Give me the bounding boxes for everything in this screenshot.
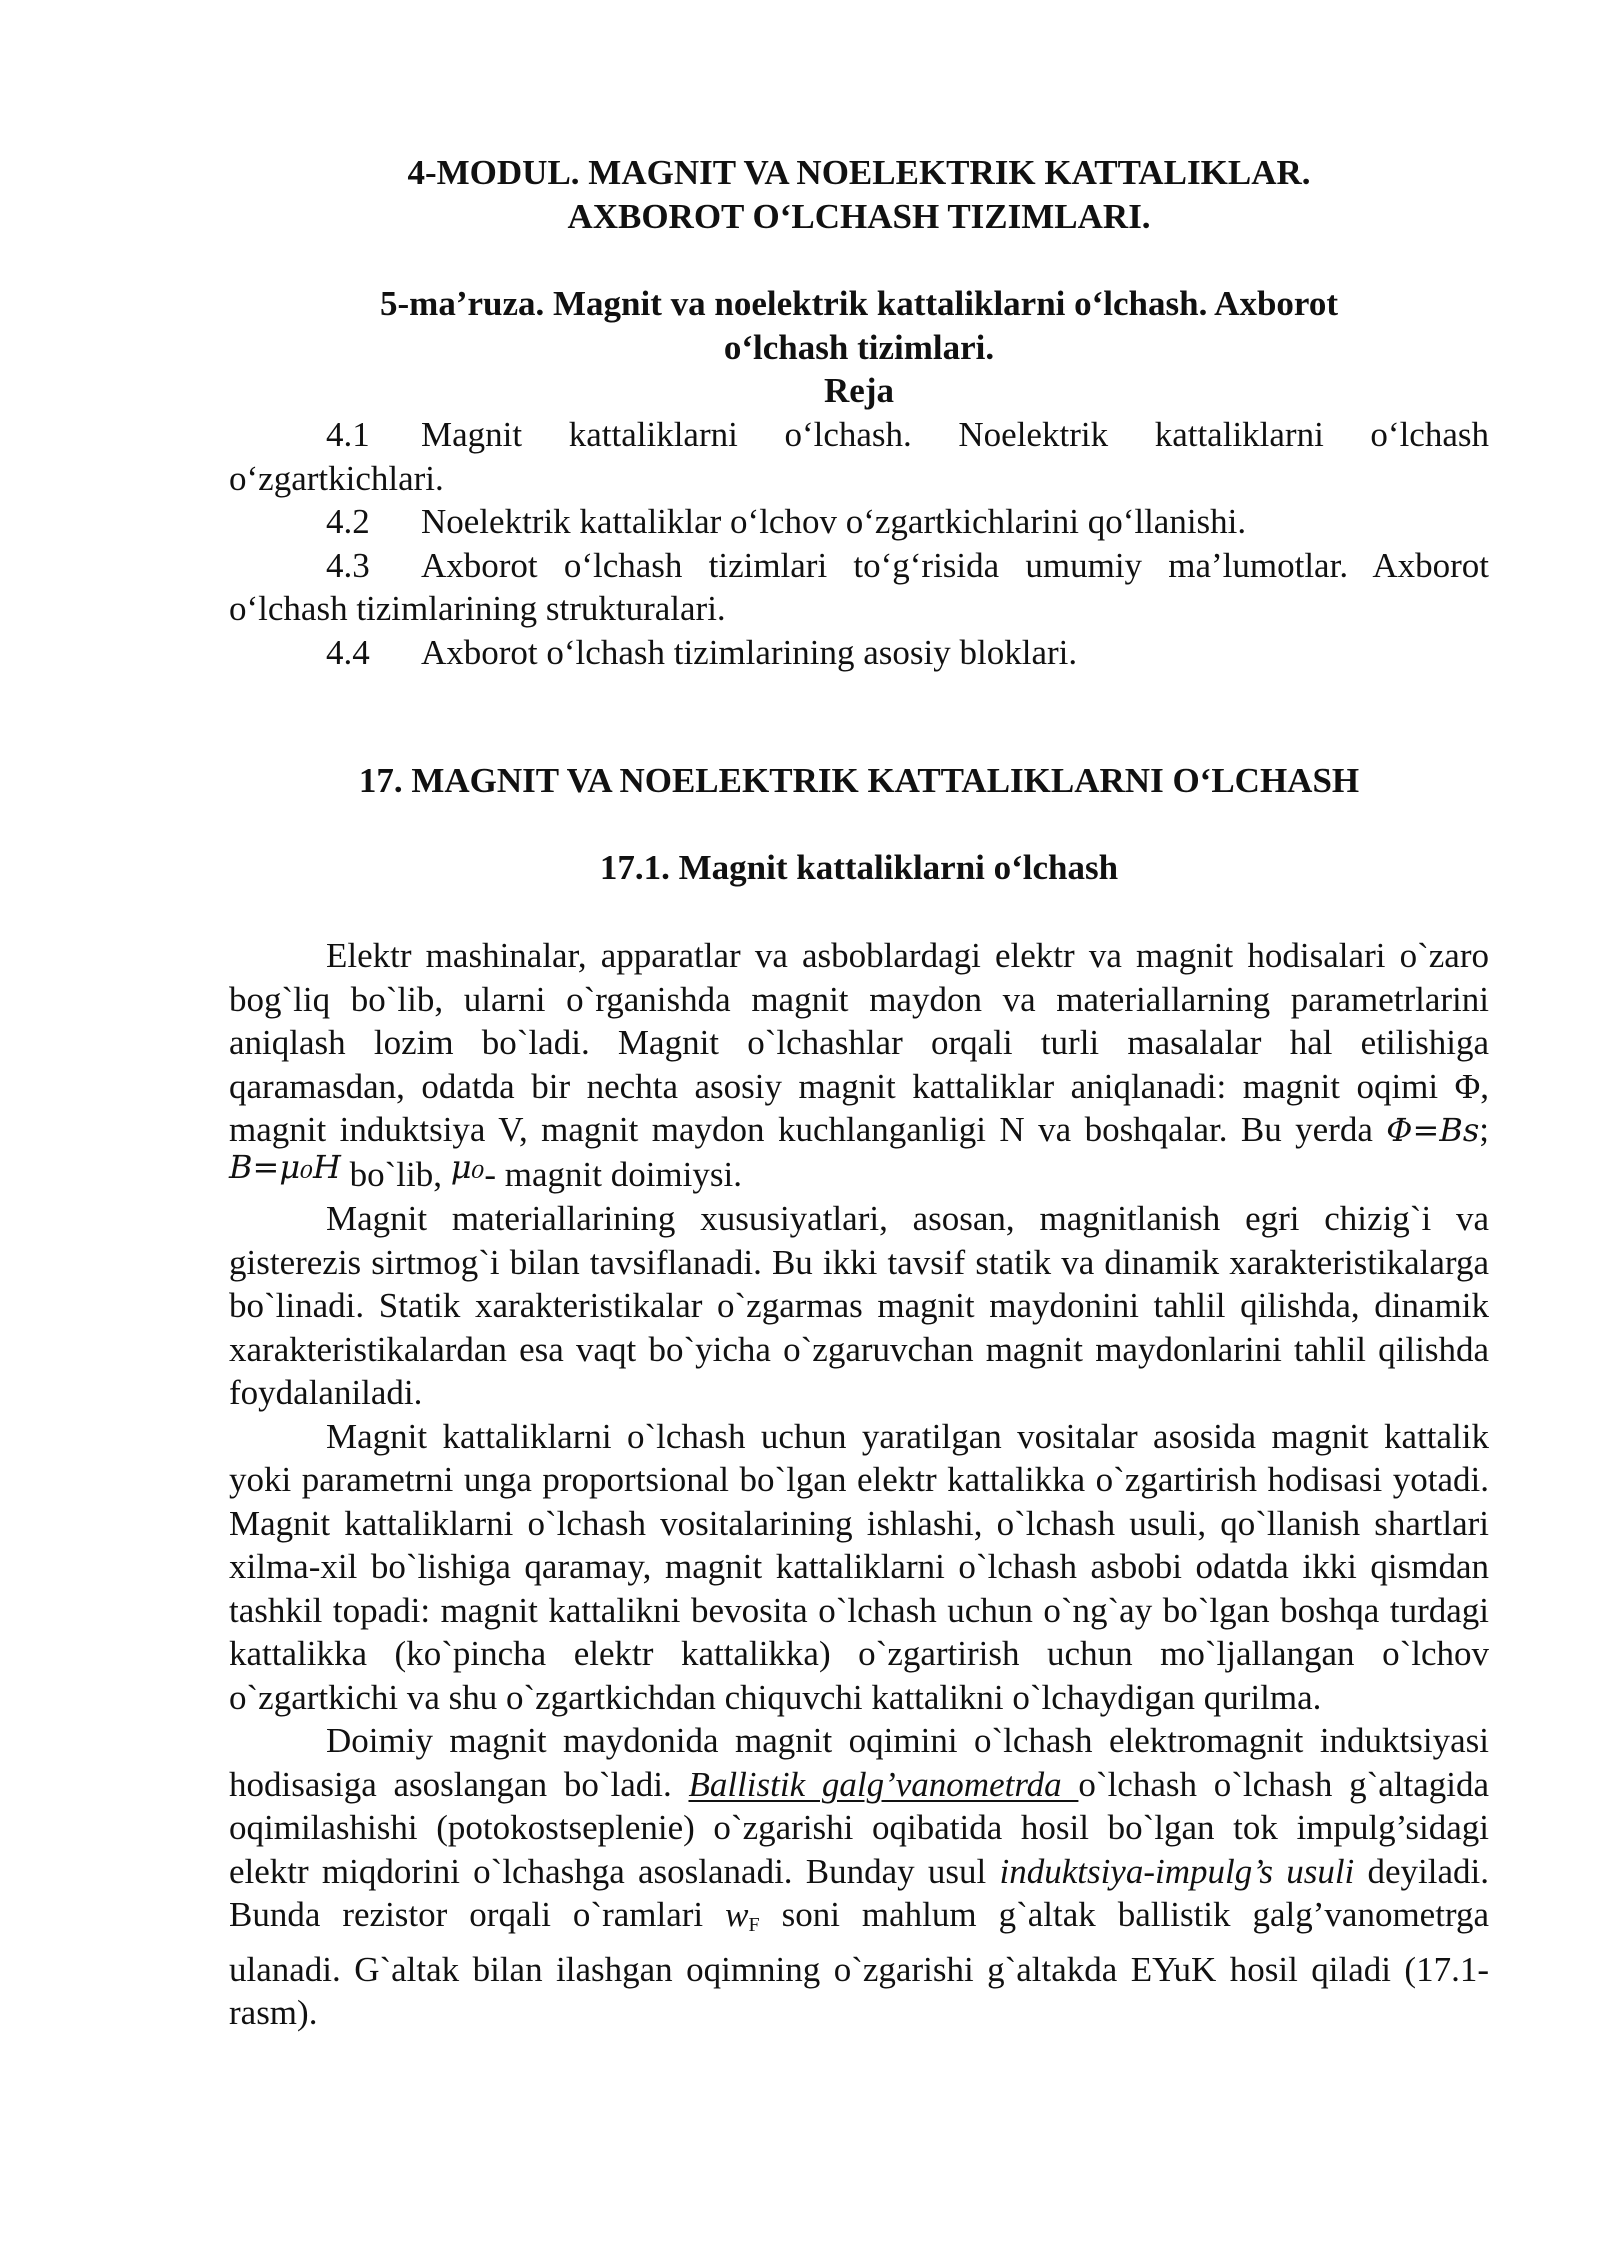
- plan-item-text: Noelektrik kattaliklar o‘lchov o‘zgartkichlarini qo‘llanishi.: [421, 502, 1247, 541]
- plan-item: [229, 413, 1489, 500]
- paragraph-1: [229, 934, 1489, 1197]
- paragraph-4: [229, 1719, 1489, 2035]
- paragraph-1-tail: boshqalar. Bu yerda: [1084, 1110, 1387, 1149]
- paragraph-2: Magnit materiallarining xususiyatlari, asosan, magnitlanish egri chizig`i va gisterezis sirtmog`i bilan tavsiflanadi. Bu ikki tavsif statik va dinamik xarakteristikalarga bo`linadi. Statik xarakteristikalar o`zgarmas magnit maydonini tahlil qilishda, dinamik xarakteristikalardan esa vaqt bo`yicha o`zgaruvchan magnit maydonlarini tahlil qilishda foydalaniladi.: [229, 1199, 1489, 1412]
- plan-item-number: 4.2: [326, 502, 370, 541]
- paragraph-4-text-d: soni mahlum g`altak ballistik galg’vanometrga ulanadi. G`altak bilan ilashgan oqimning o`zgarishi g`altakda EYuK hosil qiladi (17.1-rasm).: [229, 1895, 1489, 2032]
- formula-separator: ;: [1479, 1110, 1489, 1149]
- paragraph-1-text: Elektr mashinalar, apparatlar va asboblardagi elektr va magnit hodisalari o`zaro bog`liq bo`lib, ularni o`rganishda magnit maydon va materiallarning parametrlarini aniqlash lozim bo`ladi. Magnit o`lchashlar orqali turli masalalar hal etilishiga qaramasdan, odatda bir nechta asosiy magnit kattaliklar aniqlanadi: magnit oqimi Φ, magnit induktsiya V, magnit maydon kuchlanganligi N va: [229, 936, 1489, 1149]
- ballistic-galvanometer-term: Ballistik galg’vanometrda: [688, 1764, 1079, 1804]
- module-title-line2: AXBOROT O‘LCHASH TIZIMLARI.: [567, 196, 1151, 236]
- plan-item-number: 4.4: [326, 632, 370, 672]
- chapter-title: 17. MAGNIT VA NOELEKTRIK KATTALIKLARNI O‘LCHASH: [358, 761, 1360, 800]
- lecture-title-line1: 5-ma’ruza. Magnit va noelektrik kattaliklarni o‘lchash. Axborot: [380, 284, 1338, 323]
- lecture-title: [229, 282, 1489, 413]
- plan-item: [229, 544, 1489, 631]
- formula-induction: B=μ₀H: [229, 1147, 341, 1186]
- plan-item-number: 4.1: [326, 415, 370, 454]
- module-title-line1: 4-MODUL. MAGNIT VA NOELEKTRIK KATTALIKLAR.: [407, 153, 1311, 192]
- body-text: [229, 934, 1489, 2035]
- paragraph-3: Magnit kattaliklarni o`lchash uchun yaratilgan vositalar asosida magnit kattalik yoki parametrni unga proportsional bo`lgan elektr kattalikka o`zgartirish hodisasi yotadi. Magnit kattaliklarni o`lchash vositalarining ishlashi, o`lchash usuli, qo`llanish shartlari xilma-xil bo`lishiga qaramay, magnit kattaliklarni o`lchash asbobi odatda ikki qismdan tashkil topadi: magnit kattalikni bevosita o`lchash uchun o`ng`ay bo`lgan boshqa turdagi kattalikka (ko`pincha elektr kattalikka) o`zgartirish uchun mo`ljallangan o`lchov o`zgartkichi va shu o`zgartkichdan chiquvchi kattalikni o`lchaydigan qurilma.: [229, 1416, 1489, 1717]
- plan-list: [229, 413, 1489, 674]
- paragraph-1-tail-c: - magnit doimiysi.: [484, 1154, 742, 1194]
- plan-item: [229, 631, 1489, 675]
- plan-item-text: Axborot o‘lchash tizimlari to‘g‘risida umumiy ma’lumotlar. Axborot o‘lchash tizimlarining strukturalari.: [229, 545, 1489, 628]
- formula-flux: Φ=Bs: [1386, 1111, 1480, 1149]
- formula-mu0: μ₀: [450, 1147, 485, 1186]
- paragraph-4-text-a: Doimiy magnit maydonida magnit oqimini o`lchash elektromagnit induktsiyasi hodisasiga asoslangan bo`ladi.: [229, 1721, 1489, 1804]
- paragraph-1-tail-b: bo`lib,: [340, 1154, 451, 1194]
- plan-item: [229, 500, 1489, 544]
- induction-impulse-method-term: induktsiya-impulg’s usuli: [999, 1851, 1355, 1891]
- plan-heading: Reja: [824, 371, 894, 410]
- lecture-title-line2: o‘lchash tizimlari.: [723, 327, 995, 367]
- plan-item-text: Axborot o‘lchash tizimlarining asosiy bloklari.: [421, 632, 1078, 672]
- section-title: 17.1. Magnit kattaliklarni o‘lchash: [599, 848, 1119, 887]
- winding-count-symbol: w: [725, 1895, 749, 1934]
- plan-item-number: 4.3: [326, 545, 370, 585]
- module-title: [229, 151, 1489, 238]
- paragraph-4-text-b: o`lchash o`lchash g`altagida oqimilashishi (potokostseplenie) o`zgarishi oqibatida hosil bo`lgan tok impulg’sidagi elektr miqdorini o`lchashga asoslanadi. Bunday usul: [229, 1764, 1489, 1891]
- paragraph-4-text-c: deyiladi. Bunda rezistor orqali o`ramlari: [229, 1851, 1489, 1934]
- plan-item-text: Magnit kattaliklarni o‘lchash. Noelektrik kattaliklarni o‘lchash o‘zgartkichlari.: [229, 415, 1489, 498]
- winding-count-subscript: F: [748, 1914, 760, 1936]
